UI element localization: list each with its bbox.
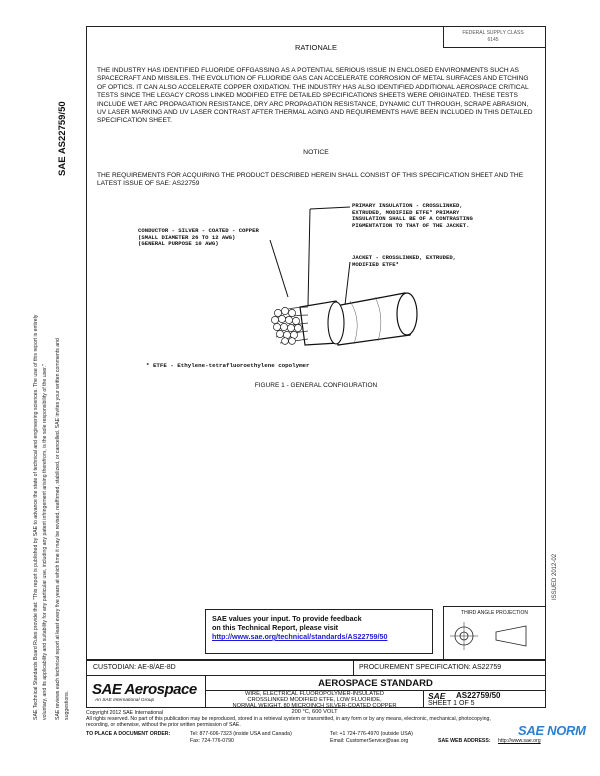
contact-tel-intl: Tel: +1 724-776-4970 (outside USA) [330, 731, 413, 737]
custodian-row [86, 660, 546, 676]
rationale-paragraph: THE INDUSTRY HAS IDENTIFIED FLUORIDE OFFGASSING AS A POTENTIAL SERIOUS ISSUE IN ENCLOSED ENVIRONMENTS SUCH AS SPACECRAFT AND MISSILES. THE EVOLUTION OF FLUORIDE GAS CAN ACCELERATE CORROSION OF METAL SURFACES AND ETCHING OF OPTICS. IT CAN ALSO ACCELERATE COPPER OXIDATION. THE INDUSTRY HAS ALSO IDENTIFIED ADDITIONAL AEROSPACE CRITICAL TESTS SINCE THE LEGACY CROSS LINKED MODIFIED ETFE DETAILED SPECIFICATIONS SHEETS WERE ORIGINATED. THESE TESTS INCLUDE WET ARC PROPAGATION RESISTANCE, DRY ARC PROPAGATION RESISTANCE, DYNAMIC CUT THROUGH, SCRAPE ABRASION, UV LASER MARKING AND UV LASER CONTRAST AFTER THERMAL AGING AND REQUIREMENTS HAVE BEEN INCLUDED IN THIS DETAILED SPECIFICATION SHEET. [97, 67, 533, 125]
custodian: CUSTODIAN: AE-8/AE-8D [93, 664, 176, 671]
web-address-label: SAE WEB ADDRESS: [438, 738, 491, 744]
doc-number: AS22759/50 [456, 691, 501, 700]
label-primary-insulation: PRIMARY INSULATION - CROSSLINKED, EXTRUDED, MODIFIED ETFE* PRIMARY INSULATION SHALL BE OF A CONTRASTING PIGMENTATION TO THAT OF THE JACKET. [352, 202, 473, 229]
projection-box [443, 606, 546, 660]
divider [423, 690, 424, 708]
rationale-title: RATIONALE [295, 43, 337, 52]
feedback-box [205, 609, 433, 654]
contact-fax: Fax: 724-776-0790 [190, 738, 234, 744]
sheet-number: SHEET 1 OF 5 [428, 700, 475, 707]
sae-norm-watermark: SAE NORM [518, 723, 586, 738]
issued-date: ISSUED 2012-02 [552, 553, 558, 600]
projection-label: THIRD ANGLE PROJECTION [461, 610, 528, 616]
side-doc-id: SAE AS22759/50 [57, 101, 68, 176]
standard-title: AEROSPACE STANDARD [318, 678, 433, 689]
figure-footnote: * ETFE - Ethylene-tetrafluoroethylene copolymer [146, 362, 310, 369]
contact-tel-usa: Tel: 877-606-7323 (inside USA and Canada) [190, 731, 292, 737]
legal-notice-line-4: suggestions. [64, 690, 70, 720]
label-conductor: CONDUCTOR - SILVER - COATED - COPPER (SMALL DIAMETER 26 TO 12 AWG) (GENERAL PURPOSE 10 AWG) [138, 227, 259, 247]
web-address-link[interactable]: http://www.sae.org [498, 738, 541, 744]
feedback-line-2: on this Technical Report, please visit [212, 623, 339, 632]
brand-subtitle: An SAE International Group [95, 698, 155, 703]
divider [353, 660, 354, 676]
order-label: TO PLACE A DOCUMENT ORDER: [86, 731, 171, 737]
contact-email: Email: CustomerService@sae.org [330, 738, 409, 744]
sae-mark: SAE [428, 691, 446, 701]
feedback-line-1: SAE values your input. To provide feedback [212, 614, 362, 623]
copyright-block: Copyright 2012 SAE International All rights reserved. No part of this publication may be reproduced, stored in a retrieval system or transmitted, in any form or by any means, electronic, mechanical, photocopying, recording, or otherwise, without the prior written permission of SAE. [86, 710, 491, 729]
document-description: WIRE, ELECTRICAL FLUOROPOLYMER-INSULATED CROSSLINKED MODIFIED ETFE, LOW FLUORIDE, NORMAL WEIGHT, 80 MICROINCH SILVER-COATED COPPER 200 °C, 600 VOLT [232, 691, 397, 715]
label-jacket: JACKET - CROSSLINKED, EXTRUDED, MODIFIED ETFE* [352, 254, 457, 268]
notice-title: NOTICE [303, 149, 329, 156]
wire-illustration [250, 195, 440, 355]
figure-caption: FIGURE 1 - GENERAL CONFIGURATION [254, 382, 378, 389]
legal-notice-line-2: voluntary, and its applicability and suitability for any particular use, including any patent infringement arising therefrom, is the sole responsibility of the user." [42, 364, 48, 720]
sae-aerospace-logo: SAE Aerospace [92, 681, 197, 698]
legal-notice-line-1: SAE Technical Standards Board Rules provide that: "This report is published by SAE to advance the state of technical and engineering sciences. The use of this report is entirely [33, 314, 39, 720]
procurement-spec: PROCUREMENT SPECIFICATION: AS22759 [359, 664, 502, 671]
projection-symbol-icon [444, 616, 545, 656]
legal-notice-line-3: SAE reviews each technical report at least every five years at which time it may be revised, reaffirmed, stabilized, or cancelled. SAE invites your written comments and [55, 338, 61, 720]
feedback-link[interactable]: http://www.sae.org/technical/standards/AS22759/50 [212, 632, 388, 641]
supply-class-text: FEDERAL SUPPLY CLASS 6145 [462, 30, 524, 43]
notice-paragraph: THE REQUIREMENTS FOR ACQUIRING THE PRODUCT DESCRIBED HEREIN SHALL CONSIST OF THIS SPECIFICATION SHEET AND THE LATEST ISSUE OF SAE: AS22759 [97, 172, 524, 188]
